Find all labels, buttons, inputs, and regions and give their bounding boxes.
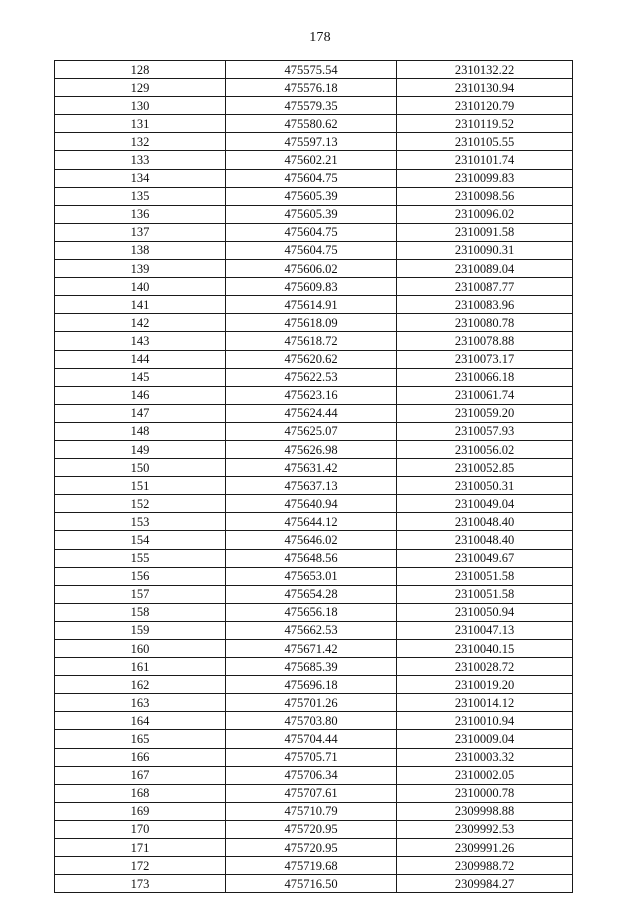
point-number-cell: 139 (55, 260, 226, 278)
y-coordinate-cell: 2310051.58 (397, 585, 573, 603)
y-coordinate-cell: 2309991.26 (397, 839, 573, 857)
table-row (55, 477, 573, 495)
y-coordinate-cell: 2310052.85 (397, 459, 573, 477)
x-coordinate-cell: 475716.50 (226, 875, 397, 893)
point-number-cell: 152 (55, 495, 226, 513)
table-row (55, 784, 573, 802)
point-number-cell: 133 (55, 151, 226, 169)
point-number-cell: 146 (55, 386, 226, 404)
y-coordinate-cell: 2310073.17 (397, 350, 573, 368)
point-number-cell: 148 (55, 422, 226, 440)
table-row (55, 440, 573, 458)
table-row (55, 748, 573, 766)
y-coordinate-cell: 2310090.31 (397, 241, 573, 259)
x-coordinate-cell: 475706.34 (226, 766, 397, 784)
table-row (55, 621, 573, 639)
point-number-cell: 157 (55, 585, 226, 603)
y-coordinate-cell: 2310080.78 (397, 314, 573, 332)
y-coordinate-cell: 2310049.04 (397, 495, 573, 513)
y-coordinate-cell: 2310019.20 (397, 676, 573, 694)
y-coordinate-cell: 2309984.27 (397, 875, 573, 893)
table-row (55, 676, 573, 694)
table-row (55, 169, 573, 187)
point-number-cell: 130 (55, 97, 226, 115)
point-number-cell: 145 (55, 368, 226, 386)
y-coordinate-cell: 2310130.94 (397, 79, 573, 97)
y-coordinate-cell: 2309988.72 (397, 857, 573, 875)
point-number-cell: 167 (55, 766, 226, 784)
table-row (55, 603, 573, 621)
table-row (55, 513, 573, 531)
y-coordinate-cell: 2310098.56 (397, 187, 573, 205)
y-coordinate-cell: 2310048.40 (397, 531, 573, 549)
point-number-cell: 143 (55, 332, 226, 350)
x-coordinate-cell: 475579.35 (226, 97, 397, 115)
table-row (55, 79, 573, 97)
point-number-cell: 132 (55, 133, 226, 151)
y-coordinate-cell: 2310078.88 (397, 332, 573, 350)
coordinate-table-body (55, 61, 573, 893)
y-coordinate-cell: 2310009.04 (397, 730, 573, 748)
table-row (55, 839, 573, 857)
table-row (55, 97, 573, 115)
y-coordinate-cell: 2310091.58 (397, 223, 573, 241)
x-coordinate-cell: 475604.75 (226, 169, 397, 187)
x-coordinate-cell: 475580.62 (226, 115, 397, 133)
x-coordinate-cell: 475576.18 (226, 79, 397, 97)
y-coordinate-cell: 2310099.83 (397, 169, 573, 187)
y-coordinate-cell: 2310089.04 (397, 260, 573, 278)
x-coordinate-cell: 475618.09 (226, 314, 397, 332)
y-coordinate-cell: 2310014.12 (397, 694, 573, 712)
x-coordinate-cell: 475696.18 (226, 676, 397, 694)
point-number-cell: 156 (55, 567, 226, 585)
x-coordinate-cell: 475602.21 (226, 151, 397, 169)
point-number-cell: 147 (55, 404, 226, 422)
y-coordinate-cell: 2309992.53 (397, 820, 573, 838)
table-row (55, 350, 573, 368)
point-number-cell: 150 (55, 459, 226, 477)
y-coordinate-cell: 2310050.31 (397, 477, 573, 495)
point-number-cell: 128 (55, 61, 226, 79)
y-coordinate-cell: 2310101.74 (397, 151, 573, 169)
y-coordinate-cell: 2310120.79 (397, 97, 573, 115)
x-coordinate-cell: 475606.02 (226, 260, 397, 278)
x-coordinate-cell: 475626.98 (226, 440, 397, 458)
y-coordinate-cell: 2310083.96 (397, 296, 573, 314)
y-coordinate-cell: 2310040.15 (397, 640, 573, 658)
point-number-cell: 135 (55, 187, 226, 205)
x-coordinate-cell: 475648.56 (226, 549, 397, 567)
x-coordinate-cell: 475605.39 (226, 205, 397, 223)
table-row (55, 133, 573, 151)
y-coordinate-cell: 2310049.67 (397, 549, 573, 567)
y-coordinate-cell: 2310061.74 (397, 386, 573, 404)
table-row (55, 241, 573, 259)
y-coordinate-cell: 2310047.13 (397, 621, 573, 639)
x-coordinate-cell: 475640.94 (226, 495, 397, 513)
x-coordinate-cell: 475701.26 (226, 694, 397, 712)
point-number-cell: 171 (55, 839, 226, 857)
x-coordinate-cell: 475623.16 (226, 386, 397, 404)
table-row (55, 422, 573, 440)
y-coordinate-cell: 2310119.52 (397, 115, 573, 133)
point-number-cell: 168 (55, 784, 226, 802)
table-row (55, 187, 573, 205)
point-number-cell: 162 (55, 676, 226, 694)
y-coordinate-cell: 2310105.55 (397, 133, 573, 151)
table-row (55, 332, 573, 350)
x-coordinate-cell: 475644.12 (226, 513, 397, 531)
x-coordinate-cell: 475637.13 (226, 477, 397, 495)
x-coordinate-cell: 475622.53 (226, 368, 397, 386)
point-number-cell: 138 (55, 241, 226, 259)
y-coordinate-cell: 2310050.94 (397, 603, 573, 621)
table-row (55, 857, 573, 875)
table-row (55, 260, 573, 278)
point-number-cell: 137 (55, 223, 226, 241)
table-row (55, 531, 573, 549)
table-row (55, 314, 573, 332)
x-coordinate-cell: 475704.44 (226, 730, 397, 748)
x-coordinate-cell: 475605.39 (226, 187, 397, 205)
x-coordinate-cell: 475654.28 (226, 585, 397, 603)
table-row (55, 495, 573, 513)
y-coordinate-cell: 2310010.94 (397, 712, 573, 730)
point-number-cell: 161 (55, 658, 226, 676)
table-row (55, 278, 573, 296)
table-row (55, 730, 573, 748)
point-number-cell: 134 (55, 169, 226, 187)
y-coordinate-cell: 2310066.18 (397, 368, 573, 386)
x-coordinate-cell: 475646.02 (226, 531, 397, 549)
point-number-cell: 170 (55, 820, 226, 838)
point-number-cell: 154 (55, 531, 226, 549)
x-coordinate-cell: 475705.71 (226, 748, 397, 766)
x-coordinate-cell: 475653.01 (226, 567, 397, 585)
x-coordinate-cell: 475720.95 (226, 820, 397, 838)
y-coordinate-cell: 2310051.58 (397, 567, 573, 585)
table-row (55, 694, 573, 712)
y-coordinate-cell: 2310132.22 (397, 61, 573, 79)
x-coordinate-cell: 475609.83 (226, 278, 397, 296)
x-coordinate-cell: 475671.42 (226, 640, 397, 658)
x-coordinate-cell: 475707.61 (226, 784, 397, 802)
point-number-cell: 166 (55, 748, 226, 766)
point-number-cell: 163 (55, 694, 226, 712)
x-coordinate-cell: 475631.42 (226, 459, 397, 477)
x-coordinate-cell: 475618.72 (226, 332, 397, 350)
point-number-cell: 153 (55, 513, 226, 531)
table-row (55, 368, 573, 386)
point-number-cell: 144 (55, 350, 226, 368)
table-row (55, 820, 573, 838)
point-number-cell: 169 (55, 802, 226, 820)
x-coordinate-cell: 475625.07 (226, 422, 397, 440)
x-coordinate-cell: 475662.53 (226, 621, 397, 639)
point-number-cell: 164 (55, 712, 226, 730)
point-number-cell: 141 (55, 296, 226, 314)
y-coordinate-cell: 2310057.93 (397, 422, 573, 440)
table-row (55, 459, 573, 477)
x-coordinate-cell: 475604.75 (226, 241, 397, 259)
table-row (55, 640, 573, 658)
x-coordinate-cell: 475597.13 (226, 133, 397, 151)
point-number-cell: 158 (55, 603, 226, 621)
table-row (55, 386, 573, 404)
x-coordinate-cell: 475575.54 (226, 61, 397, 79)
point-number-cell: 173 (55, 875, 226, 893)
x-coordinate-cell: 475656.18 (226, 603, 397, 621)
x-coordinate-cell: 475685.39 (226, 658, 397, 676)
point-number-cell: 160 (55, 640, 226, 658)
point-number-cell: 142 (55, 314, 226, 332)
table-row (55, 404, 573, 422)
x-coordinate-cell: 475719.68 (226, 857, 397, 875)
table-row (55, 549, 573, 567)
point-number-cell: 155 (55, 549, 226, 567)
page-number: 178 (309, 30, 331, 45)
table-row (55, 802, 573, 820)
y-coordinate-cell: 2309998.88 (397, 802, 573, 820)
y-coordinate-cell: 2310096.02 (397, 205, 573, 223)
point-number-cell: 149 (55, 440, 226, 458)
x-coordinate-cell: 475614.91 (226, 296, 397, 314)
table-row (55, 658, 573, 676)
point-number-cell: 151 (55, 477, 226, 495)
y-coordinate-cell: 2310059.20 (397, 404, 573, 422)
table-row (55, 205, 573, 223)
y-coordinate-cell: 2310056.02 (397, 440, 573, 458)
y-coordinate-cell: 2310003.32 (397, 748, 573, 766)
point-number-cell: 131 (55, 115, 226, 133)
x-coordinate-cell: 475604.75 (226, 223, 397, 241)
x-coordinate-cell: 475620.62 (226, 350, 397, 368)
table-row (55, 61, 573, 79)
y-coordinate-cell: 2310087.77 (397, 278, 573, 296)
point-number-cell: 172 (55, 857, 226, 875)
point-number-cell: 129 (55, 79, 226, 97)
table-row (55, 567, 573, 585)
table-row (55, 766, 573, 784)
table-row (55, 712, 573, 730)
point-number-cell: 159 (55, 621, 226, 639)
table-row (55, 151, 573, 169)
x-coordinate-cell: 475624.44 (226, 404, 397, 422)
table-row (55, 585, 573, 603)
table-row (55, 296, 573, 314)
table-row (55, 223, 573, 241)
point-number-cell: 165 (55, 730, 226, 748)
table-row (55, 875, 573, 893)
point-number-cell: 136 (55, 205, 226, 223)
y-coordinate-cell: 2310028.72 (397, 658, 573, 676)
x-coordinate-cell: 475720.95 (226, 839, 397, 857)
y-coordinate-cell: 2310048.40 (397, 513, 573, 531)
y-coordinate-cell: 2310002.05 (397, 766, 573, 784)
table-row (55, 115, 573, 133)
y-coordinate-cell: 2310000.78 (397, 784, 573, 802)
point-number-cell: 140 (55, 278, 226, 296)
coordinate-table (54, 60, 573, 893)
x-coordinate-cell: 475703.80 (226, 712, 397, 730)
x-coordinate-cell: 475710.79 (226, 802, 397, 820)
